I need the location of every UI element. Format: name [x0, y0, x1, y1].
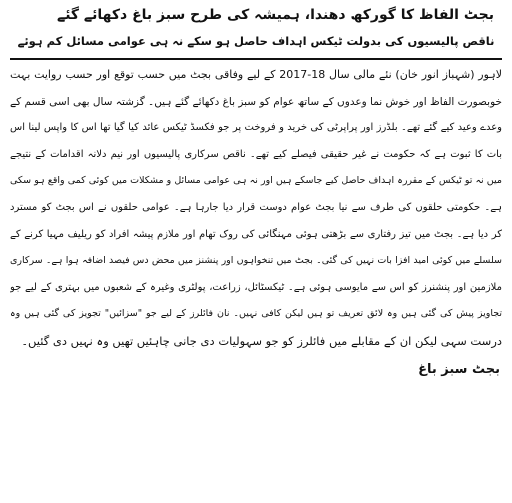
body-line: وعدے وعید کیے گئے تھے۔ بلڈرز اور پراپرٹی کی خرید و فروخت پر جو فکسڈ ٹیکس عائد کیا گیا تھا اس کا واپس لینا اس [10, 122, 502, 134]
footer-tag: بجٹ سبز باغ [418, 361, 500, 377]
body-line: بات کا ثبوت ہے کہ حکومت نے غیر حقیقی فیصلے کیے تھے۔ ناقص سرکاری پالیسیوں اور نیم دلانہ اقدامات کے نتیجے [10, 148, 502, 160]
body-line: درست سہی لیکن ان کے مقابلے میں فائلرز کو جو سہولیات دی جانی چاہئیں تھیں وہ نہیں دی گئیں۔ [21, 333, 502, 348]
body-line: کر دیا ہے۔ بجٹ میں تیز رفتاری سے بڑھتی ہوئی مہنگائی کی روک تھام اور ملازم پیشہ افراد کو ریلیف مہیا کرنے کے [10, 228, 502, 240]
body-line: ملازمین اور پنشنرز کو اس سے مایوسی ہوئی ہے۔ ٹیکسٹائل، زراعت، پولٹری وغیرہ کے شعبوں میں بہتری کے لیے جو [10, 281, 502, 293]
main-headline: ناقص پالیسیوں کی بدولت ٹیکس اہداف حاصل ہو سکے نہ ہی عوامی مسائل کم ہوئے [17, 34, 495, 48]
article-body [10, 62, 502, 355]
body-line: سلسلے میں کوئی امید افزا بات نہیں کی گئی۔ بجٹ میں تنخواہوں اور پنشنز میں محض دس فیصد اضافہ ہوا ہے۔ سرکاری [10, 255, 502, 267]
body-line: لاہور (شہباز انور خان) نئے مالی سال 18-2017 کے لیے وفاقی بجٹ میں حسب توقع اور حسب روایت بہت [10, 68, 502, 81]
body-line: تجاویز پیش کی گئی ہیں وہ لائق تعریف تو ہیں لیکن کافی نہیں۔ نان فائلرز کے لیے جو "سزائیں" تجویز کی گئی ہیں وہ [10, 308, 502, 320]
headline-divider [10, 58, 502, 60]
body-line: میں نہ تو ٹیکس کے مقررہ اہداف حاصل کیے جاسکے ہیں اور نہ ہی عوامی مسائل و مشکلات میں کوئی کمی واقع ہو سکی [10, 175, 502, 187]
kicker-headline: بجٹ الفاظ کا گورکھ دھندا، ہمیشہ کی طرح سبز باغ دکھائے گئے [56, 7, 494, 23]
body-line: ہے۔ حکومتی حلقوں کی طرف سے نیا بجٹ عوام دوست قرار دیا جارہا ہے۔ عوامی حلقوں نے اس بجٹ کو مسترد [10, 201, 502, 213]
body-line: خوبصورت الفاظ اور خوش نما وعدوں کے ساتھ عوام کو سبز باغ دکھائے گئے ہیں۔ گزشتہ سال بھی اسی قسم کے [10, 95, 502, 108]
